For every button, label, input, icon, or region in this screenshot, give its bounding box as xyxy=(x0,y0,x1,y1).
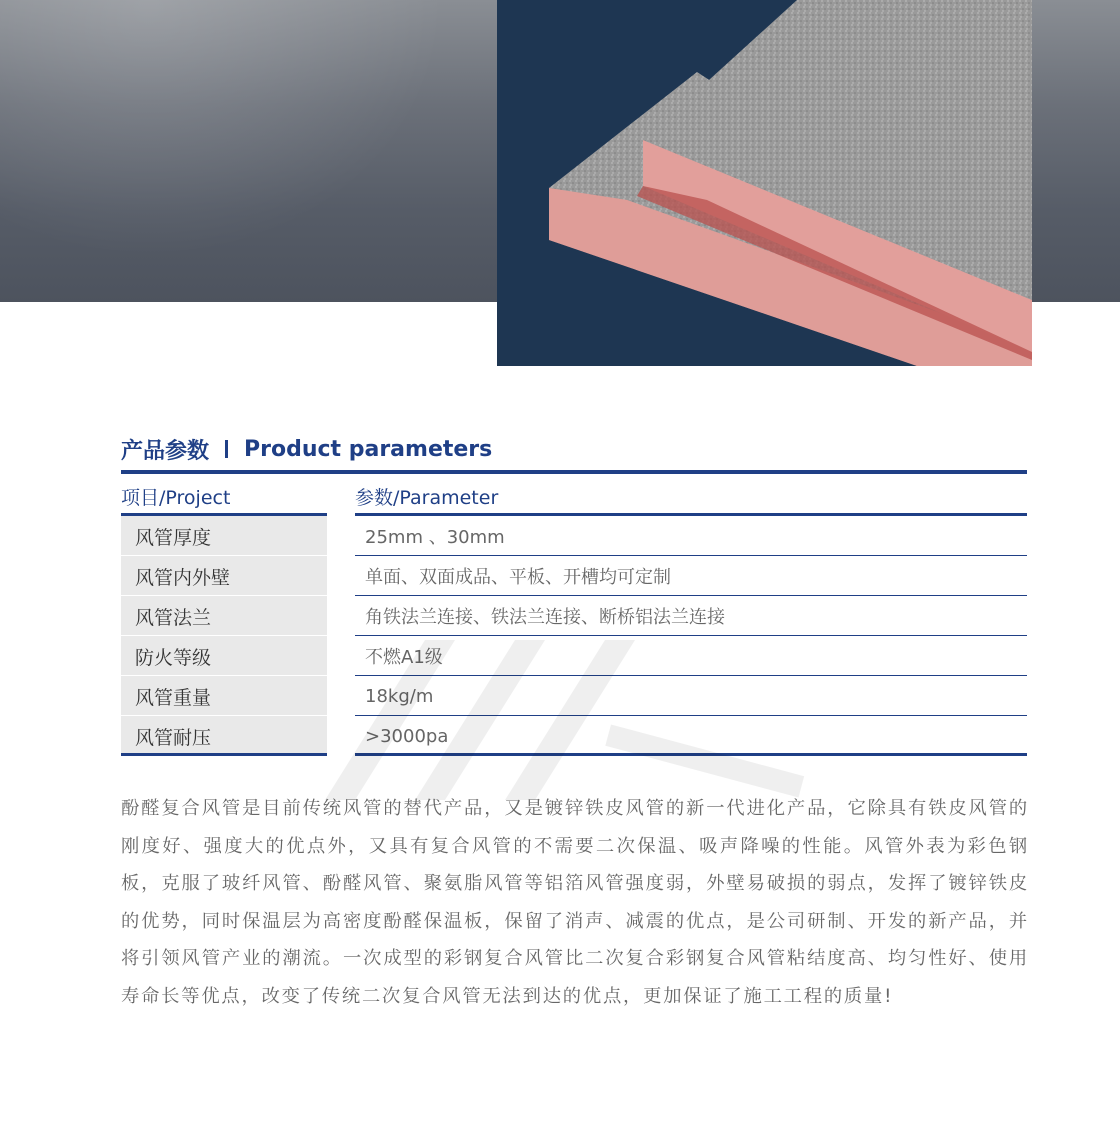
row-divider xyxy=(121,753,327,756)
table-header xyxy=(121,478,1027,516)
phenolic-duct-board-image xyxy=(497,0,1032,366)
row-value: 不燃A1级 xyxy=(365,647,443,668)
table-row xyxy=(121,516,1027,556)
table-row xyxy=(121,676,1027,716)
section-title-cn: 产品参数 xyxy=(121,438,210,464)
product-description: 酚醛复合风管是目前传统风管的替代产品，又是镀锌铁皮风管的新一代进化产品，它除具有铁皮风管的刚度好、强度大的优点外，又具有复合风管的不需要二次保温、吸声降噪的性能。风管外表为彩色钢板，克服了玻纤风管、酚醛风管、聚氨脂风管等铝箔风管强度弱，外壁易破损的弱点，发挥了镀锌铁皮的优势，同时保温层为高密度酚醛保温板，保留了消声、减震的优点，是公司研制、开发的新产品，并将引领风管产业的潮流。一次成型的彩钢复合风管比二次复合彩钢复合风管粘结度高、均匀性好、使用寿命长等优点，改变了传统二次复合风管无法到达的优点，更加保证了施工工程的质量! xyxy=(121,798,1029,1007)
row-divider xyxy=(355,753,1027,756)
section-title-en: Product parameters xyxy=(244,436,493,462)
row-label: 风管法兰 xyxy=(121,596,327,636)
title-rule xyxy=(121,470,1027,474)
row-value: 角铁法兰连接、铁法兰连接、断桥铝法兰连接 xyxy=(365,607,725,628)
row-label: 风管耐压 xyxy=(121,716,327,756)
row-label: 风管重量 xyxy=(121,676,327,716)
section-title xyxy=(121,433,492,465)
row-value: 25mm 、30mm xyxy=(365,527,505,548)
row-value: >3000pa xyxy=(365,725,449,747)
table-row xyxy=(121,596,1027,636)
title-separator xyxy=(225,440,228,458)
row-value: 单面、双面成品、平板、开槽均可定制 xyxy=(365,567,671,588)
table-row xyxy=(121,636,1027,676)
header-project: 项目/Project xyxy=(121,487,231,509)
header-parameter: 参数/Parameter xyxy=(355,487,499,509)
row-label: 风管内外壁 xyxy=(121,556,327,596)
table-row xyxy=(121,556,1027,596)
table-row xyxy=(121,716,1027,756)
product-photo xyxy=(497,0,1032,366)
row-value: 18kg/m xyxy=(365,685,434,707)
row-label: 防火等级 xyxy=(121,636,327,676)
parameters-table xyxy=(121,478,1027,756)
row-label: 风管厚度 xyxy=(121,516,327,556)
